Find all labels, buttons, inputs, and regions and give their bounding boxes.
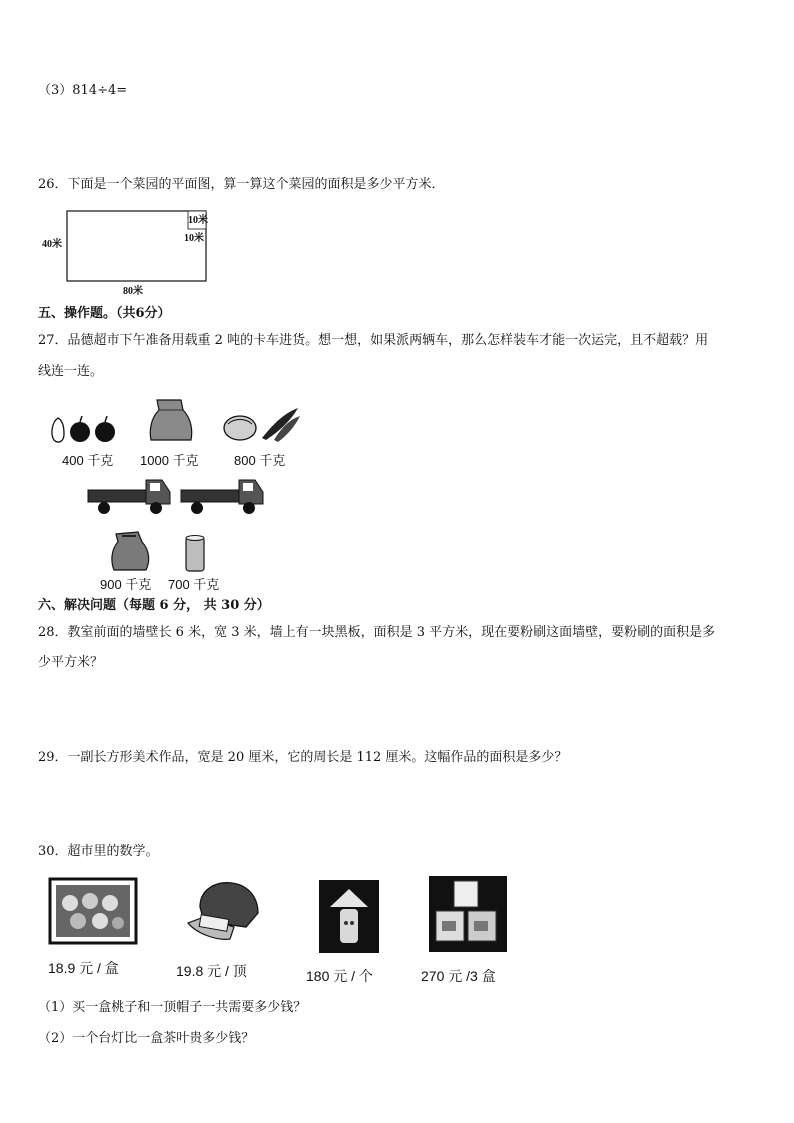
vegetables-illustration — [220, 404, 302, 444]
cap-hat-illustration — [186, 877, 264, 947]
q26-text: 26．下面是一个菜园的平面图，算一算这个菜园的面积是多少平方米． — [38, 177, 445, 192]
q25-3-line: （3）814÷4= — [38, 83, 128, 98]
section-5-heading: 五、操作题。（共6分） — [38, 306, 171, 321]
garden-label-left: 40米 — [42, 239, 62, 250]
q28-line-2: 少平方米？ — [38, 655, 104, 670]
price-lamp: 180 元 / 个 — [306, 968, 373, 984]
price-tea: 270 元 /3 盒 — [421, 968, 496, 984]
price-peach: 18.9 元 / 盒 — [48, 960, 119, 976]
garden-label-inner-right: 10米 — [184, 233, 204, 244]
price-cap: 19.8 元 / 顶 — [176, 963, 247, 979]
oil-can-illustration — [183, 534, 207, 574]
goods-weight-2: 1000 千克 — [140, 453, 199, 468]
garden-label-top-right: 10米 — [188, 215, 208, 226]
garden-label-bottom: 80米 — [123, 286, 143, 297]
q29-text: 29．一副长方形美术作品，宽是 20 厘米，它的周长是 112 厘米。这幅作品的面积是多少？ — [38, 750, 568, 765]
goods-weight-3: 800 千克 — [234, 453, 286, 468]
tea-boxes-illustration — [428, 875, 508, 953]
peach-box-illustration — [48, 877, 138, 945]
goods-weight-5: 700 千克 — [168, 577, 220, 592]
goods-weight-1: 400 千克 — [62, 453, 114, 468]
goods-weight-4: 900 千克 — [100, 577, 152, 592]
desk-lamp-illustration — [318, 879, 380, 954]
q30-title: 30．超市里的数学。 — [38, 844, 159, 859]
fruits-illustration — [46, 412, 121, 446]
section-6-heading: 六、解决问题（每题 6 分， 共 30 分） — [38, 598, 270, 613]
truck-icon-2[interactable] — [179, 474, 267, 518]
q30-sub-2: （2）一个台灯比一盒茶叶贵多少钱？ — [38, 1031, 255, 1046]
truck-icon-1[interactable] — [86, 474, 174, 518]
q28-line-1: 28．教室前面的墙壁长 6 米，宽 3 米，墙上有一块黑板，面积是 3 平方米，现在要粉刷这面墙壁，要粉刷的面积是多 — [38, 625, 716, 640]
rice-bag-illustration — [108, 528, 152, 572]
flour-sack-illustration — [147, 396, 195, 444]
q27-line-1: 27．品德超市下午准备用载重 2 吨的卡车进货。想一想，如果派两辆车，那么怎样装车才能一次运完，且不超载？用 — [38, 333, 709, 348]
q27-line-2: 线连一连。 — [38, 364, 104, 379]
q30-sub-1: （1）买一盒桃子和一顶帽子一共需要多少钱？ — [38, 1000, 307, 1015]
